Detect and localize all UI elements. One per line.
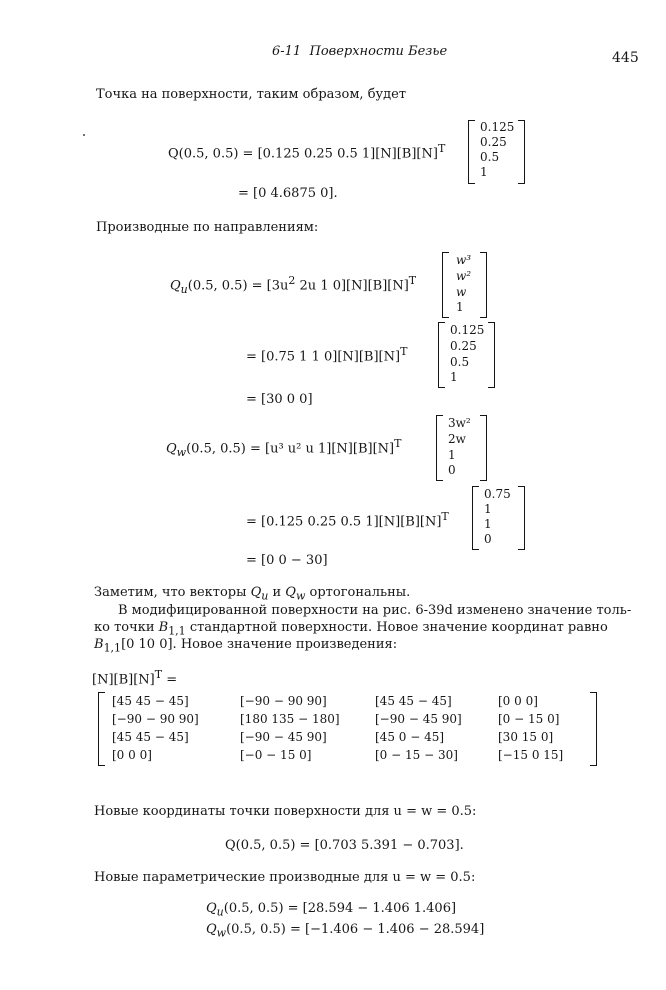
paragraph-6: Новые параметрические производные для u = w = 0.5: [94, 870, 476, 885]
equation-7: = [0 0 − 30] [246, 553, 328, 568]
right-bracket [518, 486, 525, 550]
equation-4: = [30 0 0] [246, 392, 313, 407]
matrix-cell: [45 45 − 45] [112, 730, 189, 744]
col-value: 0 [484, 532, 492, 546]
equation-2: $Q_u(0.5$, $0.5) = [3u^2$ 2u 1 $0][N][B][N]^T$ [170, 274, 417, 296]
col-value: w [456, 285, 467, 299]
matrix-cell: [45 45 − 45] [112, 694, 189, 708]
paragraph-5: Новые координаты точки поверхности для u = w = 0.5: [94, 804, 477, 819]
right-bracket [480, 415, 487, 481]
left-bracket [438, 322, 445, 388]
left-bracket [442, 252, 449, 318]
paragraph-4-line-3: $B_{1,1}[0$ 10 0]. Новое значение произведения: [94, 637, 398, 655]
matrix-cell: [−90 − 90 90] [240, 694, 327, 708]
right-bracket [480, 252, 487, 318]
left-bracket [472, 486, 479, 550]
equation-10: $Q_u(0.5$, 0.5) = [28.594 − 1.406 1.406] [206, 901, 457, 919]
col-value: 1 [480, 165, 488, 179]
col-value: 0.25 [450, 339, 477, 353]
col-value: 0.5 [450, 355, 470, 369]
right-bracket [518, 120, 525, 184]
col-value: 0.75 [484, 487, 511, 501]
matrix-cell: [0 0 0] [498, 694, 538, 708]
matrix-cell: [0 − 15 − 30] [375, 748, 458, 762]
matrix-cell: [0 − 15 0] [498, 712, 560, 726]
left-bracket [468, 120, 475, 184]
equation-6: = [0.125 0.25 0.5 $1][N][B][N]^T$ [246, 510, 449, 530]
col-value: 1 [448, 448, 456, 462]
matrix-cell: [45 0 − 45] [375, 730, 445, 744]
matrix-right-bracket [590, 692, 597, 766]
col-value: 0 [448, 463, 456, 477]
section-title: Поверхности Безье [309, 44, 448, 59]
col-value: 3w² [448, 416, 471, 430]
paragraph-1: Точка на поверхности, таким образом, будет [96, 87, 407, 102]
page-number: 445 [612, 50, 639, 66]
col-value: w³ [456, 253, 472, 267]
matrix-cell: [45 45 − 45] [375, 694, 452, 708]
equation-1-result: = [0 4.6875 0]. [238, 186, 338, 201]
col-value: 0.25 [480, 135, 507, 149]
equation-9: Q(0.5, 0.5) = [0.703 5.391 − 0.703]. [225, 838, 464, 853]
matrix-cell: [−15 0 15] [498, 748, 564, 762]
col-value: 1 [456, 300, 464, 314]
col-value: 2w [448, 432, 466, 446]
paragraph-2: Производные по направлениям: [96, 220, 319, 235]
right-bracket [488, 322, 495, 388]
equation-8: $[N][B][N]^T$ = [92, 668, 178, 688]
matrix-cell: [180 135 − 180] [240, 712, 340, 726]
col-value: 0.125 [480, 120, 515, 134]
col-value: w² [456, 269, 472, 283]
col-value: 1 [450, 370, 458, 384]
equation-11: $Q_w(0.5$, 0.5) = [−1.406 − 1.406 − 28.594] [206, 922, 485, 940]
col-value: 1 [484, 517, 492, 531]
col-value: 0.5 [480, 150, 500, 164]
equation-3: = [0.75 1 1 $0][N][B][N]^T$ [246, 345, 408, 365]
matrix-left-bracket [98, 692, 105, 766]
matrix-cell: [−90 − 90 90] [112, 712, 199, 726]
equation-1: Q(0.5, 0.5) = [0.125 0.25 0.5 $1][N][B][N]^T$ [168, 142, 446, 162]
matrix-cell: [−90 − 45 90] [375, 712, 462, 726]
paragraph-4-line-1: В модифицированной поверхности на рис. 6-39d изменено значение толь- [118, 603, 632, 618]
paragraph-3: Заметим, что векторы $Q_u$ и $Q_w$ ортогональны. [94, 585, 411, 603]
matrix-cell: [−0 − 15 0] [240, 748, 312, 762]
section-number: 6-11 [272, 44, 302, 59]
col-value: 0.125 [450, 323, 485, 337]
matrix-cell: [0 0 0] [112, 748, 152, 762]
matrix-cell: [−90 − 45 90] [240, 730, 327, 744]
matrix-cell: [30 15 0] [498, 730, 554, 744]
equation-5: $Q_w(0.5$, 0.5) = [u³ u² u $1][N][B][N]^T$ [166, 437, 402, 459]
running-header [272, 44, 447, 59]
margin-dot [83, 134, 85, 136]
col-value: 1 [484, 502, 492, 516]
left-bracket [436, 415, 443, 481]
paragraph-4-line-2: ко точки $B_{1,1}$ стандартной поверхности. Новое значение координат равно [94, 620, 608, 638]
